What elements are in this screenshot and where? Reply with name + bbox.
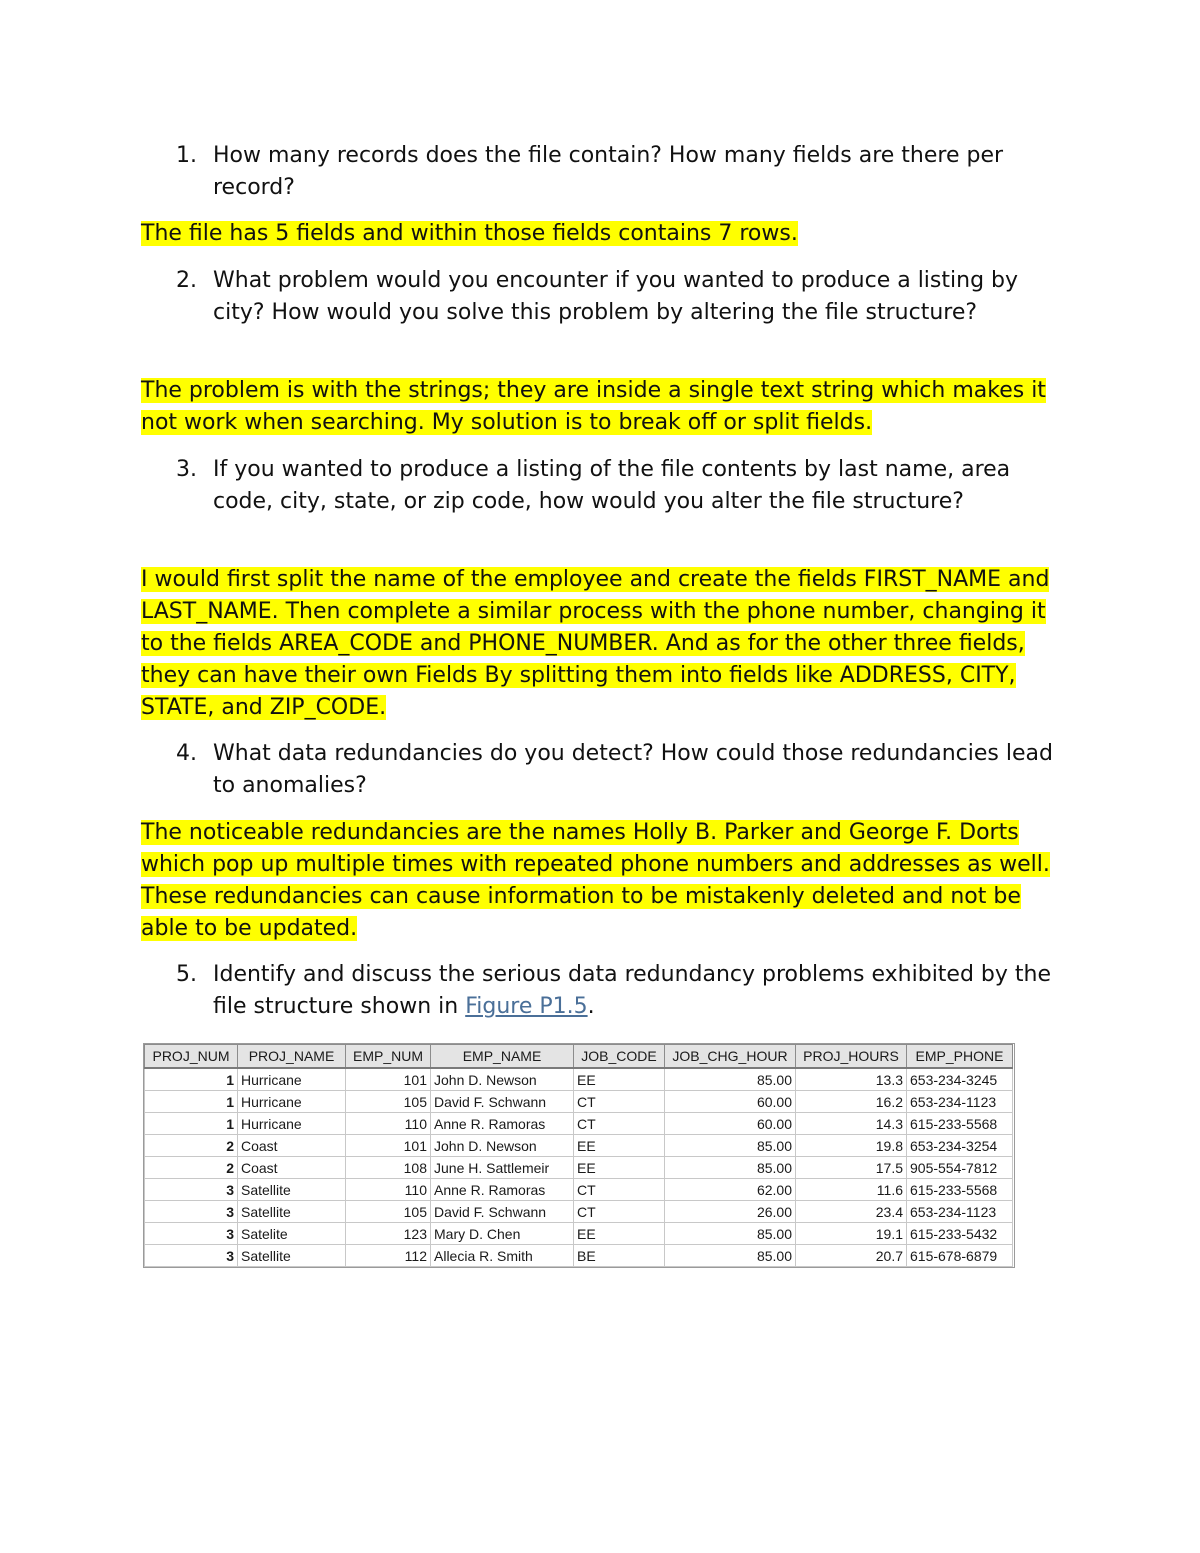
cell-proj-num: 1 <box>145 1068 238 1091</box>
question-number: 5. <box>176 962 197 987</box>
cell-job-chg-hour: 85.00 <box>665 1135 796 1157</box>
question-text: What data redundancies do you detect? How could those redundancies lead to anomalies? <box>213 741 1053 798</box>
question-text-end: . <box>587 994 595 1019</box>
cell-proj-name: Hurricane <box>238 1068 346 1091</box>
question-number: 3. <box>176 457 197 482</box>
figure-link[interactable]: Figure P1.5 <box>465 994 588 1019</box>
table-row <box>145 1157 1013 1179</box>
table-body <box>145 1068 1013 1267</box>
cell-job-code: EE <box>574 1068 665 1091</box>
column-header: EMP_NUM <box>346 1045 431 1069</box>
column-header: EMP_PHONE <box>907 1045 1013 1069</box>
cell-job-code: CT <box>574 1091 665 1113</box>
cell-emp-phone: 653-234-1123 <box>907 1091 1013 1113</box>
cell-job-code: CT <box>574 1113 665 1135</box>
question-4 <box>176 738 1076 802</box>
cell-emp-name: David F. Schwann <box>431 1201 574 1223</box>
cell-emp-name: David F. Schwann <box>431 1091 574 1113</box>
cell-proj-hours: 17.5 <box>796 1157 907 1179</box>
cell-job-chg-hour: 26.00 <box>665 1201 796 1223</box>
highlighted-answer: The noticeable redundancies are the names Holly B. Parker and George F. Dorts which pop up multiple times with repeated phone numbers and addresses as well. These redundancies can cause information to be mistakenly deleted and not be able to be updated. <box>141 820 1050 941</box>
highlighted-answer: I would first split the name of the employee and create the fields FIRST_NAME and LAST_NAME. Then complete a similar process with the phone number, changing it to the fields AREA_CODE and PHONE_NUMBER. And as for the other three fields, they can have their own Fields By splitting them into fields like ADDRESS, CITY, STATE, and ZIP_CODE. <box>141 567 1050 720</box>
cell-emp-phone: 615-233-5568 <box>907 1179 1013 1201</box>
cell-job-code: EE <box>574 1135 665 1157</box>
cell-job-code: CT <box>574 1201 665 1223</box>
cell-emp-phone: 653-234-1123 <box>907 1201 1013 1223</box>
cell-job-chg-hour: 85.00 <box>665 1245 796 1267</box>
cell-proj-num: 3 <box>145 1179 238 1201</box>
cell-proj-name: Coast <box>238 1135 346 1157</box>
cell-job-chg-hour: 85.00 <box>665 1223 796 1245</box>
cell-proj-name: Satellite <box>238 1179 346 1201</box>
question-text: If you wanted to produce a listing of the file contents by last name, area code, city, state, or zip code, how would you alter the file structure? <box>213 457 1011 514</box>
cell-proj-hours: 20.7 <box>796 1245 907 1267</box>
table-row <box>145 1179 1013 1201</box>
cell-emp-name: Allecia R. Smith <box>431 1245 574 1267</box>
cell-proj-num: 1 <box>145 1113 238 1135</box>
cell-job-chg-hour: 60.00 <box>665 1113 796 1135</box>
table-row <box>145 1223 1013 1245</box>
cell-job-code: EE <box>574 1157 665 1179</box>
table-row <box>145 1091 1013 1113</box>
column-header: JOB_CODE <box>574 1045 665 1069</box>
cell-emp-name: John D. Newson <box>431 1135 574 1157</box>
cell-emp-phone: 615-233-5432 <box>907 1223 1013 1245</box>
cell-proj-hours: 14.3 <box>796 1113 907 1135</box>
cell-emp-num: 105 <box>346 1091 431 1113</box>
header-row <box>145 1045 1013 1069</box>
cell-job-chg-hour: 85.00 <box>665 1157 796 1179</box>
cell-proj-hours: 23.4 <box>796 1201 907 1223</box>
cell-proj-hours: 19.1 <box>796 1223 907 1245</box>
cell-emp-name: Anne R. Ramoras <box>431 1179 574 1201</box>
table-row <box>145 1113 1013 1135</box>
cell-emp-num: 101 <box>346 1068 431 1091</box>
cell-emp-phone: 615-678-6879 <box>907 1245 1013 1267</box>
question-2 <box>176 265 1076 329</box>
cell-proj-hours: 16.2 <box>796 1091 907 1113</box>
cell-proj-num: 3 <box>145 1201 238 1223</box>
table-row <box>145 1201 1013 1223</box>
cell-emp-name: June H. Sattlemeir <box>431 1157 574 1179</box>
cell-job-chg-hour: 60.00 <box>665 1091 796 1113</box>
cell-job-chg-hour: 62.00 <box>665 1179 796 1201</box>
cell-emp-num: 101 <box>346 1135 431 1157</box>
cell-proj-name: Hurricane <box>238 1091 346 1113</box>
question-5 <box>176 959 1076 1023</box>
cell-proj-hours: 19.8 <box>796 1135 907 1157</box>
cell-job-code: CT <box>574 1179 665 1201</box>
cell-emp-phone: 653-234-3254 <box>907 1135 1013 1157</box>
column-header: JOB_CHG_HOUR <box>665 1045 796 1069</box>
cell-proj-name: Coast <box>238 1157 346 1179</box>
cell-emp-name: Mary D. Chen <box>431 1223 574 1245</box>
cell-proj-num: 3 <box>145 1245 238 1267</box>
highlighted-answer: The file has 5 fields and within those fields contains 7 rows. <box>141 221 798 246</box>
cell-proj-name: Satelite <box>238 1223 346 1245</box>
question-text-start: Identify and discuss the serious data redundancy problems exhibited by the file structure shown in <box>213 962 1052 1019</box>
answer-2 <box>141 375 1071 439</box>
question-text: What problem would you encounter if you wanted to produce a listing by city? How would you solve this problem by altering the file structure? <box>213 268 1019 325</box>
data-table <box>144 1044 1013 1267</box>
cell-emp-num: 112 <box>346 1245 431 1267</box>
cell-job-code: BE <box>574 1245 665 1267</box>
highlighted-answer: The problem is with the strings; they are inside a single text string which makes it not work when searching. My solution is to break off or split fields. <box>141 378 1046 435</box>
cell-proj-name: Hurricane <box>238 1113 346 1135</box>
answer-3 <box>141 564 1071 724</box>
question-1 <box>176 140 1076 204</box>
cell-job-chg-hour: 85.00 <box>665 1068 796 1091</box>
table-row <box>145 1245 1013 1267</box>
cell-emp-name: John D. Newson <box>431 1068 574 1091</box>
cell-emp-phone: 653-234-3245 <box>907 1068 1013 1091</box>
cell-proj-num: 2 <box>145 1135 238 1157</box>
cell-emp-num: 105 <box>346 1201 431 1223</box>
cell-proj-name: Satellite <box>238 1201 346 1223</box>
cell-proj-num: 3 <box>145 1223 238 1245</box>
table-row <box>145 1068 1013 1091</box>
question-number: 1. <box>176 143 197 168</box>
figure-p1-5 <box>143 1043 1015 1268</box>
question-number: 2. <box>176 268 197 293</box>
column-header: PROJ_HOURS <box>796 1045 907 1069</box>
table-row <box>145 1135 1013 1157</box>
cell-emp-name: Anne R. Ramoras <box>431 1113 574 1135</box>
cell-emp-num: 123 <box>346 1223 431 1245</box>
cell-emp-num: 110 <box>346 1179 431 1201</box>
answer-1 <box>141 218 1071 250</box>
question-3 <box>176 454 1076 518</box>
cell-proj-name: Satellite <box>238 1245 346 1267</box>
cell-proj-num: 1 <box>145 1091 238 1113</box>
question-text <box>213 959 1076 1023</box>
cell-job-code: EE <box>574 1223 665 1245</box>
column-header: EMP_NAME <box>431 1045 574 1069</box>
cell-emp-num: 108 <box>346 1157 431 1179</box>
cell-proj-num: 2 <box>145 1157 238 1179</box>
question-number: 4. <box>176 741 197 766</box>
cell-proj-hours: 11.6 <box>796 1179 907 1201</box>
column-header: PROJ_NUM <box>145 1045 238 1069</box>
cell-emp-num: 110 <box>346 1113 431 1135</box>
cell-proj-hours: 13.3 <box>796 1068 907 1091</box>
column-header: PROJ_NAME <box>238 1045 346 1069</box>
cell-emp-phone: 615-233-5568 <box>907 1113 1013 1135</box>
question-text: How many records does the file contain? How many fields are there per record? <box>213 143 1004 200</box>
cell-emp-phone: 905-554-7812 <box>907 1157 1013 1179</box>
answer-4 <box>141 817 1071 945</box>
